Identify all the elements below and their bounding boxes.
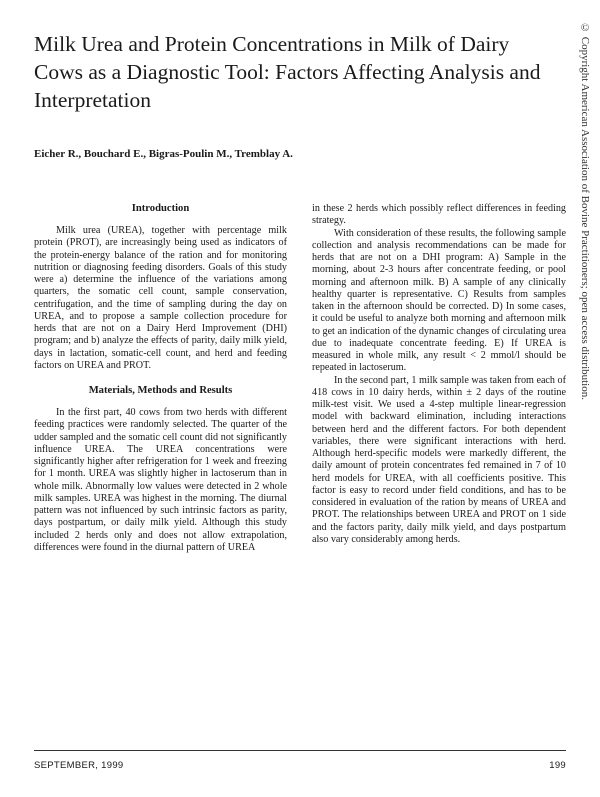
right-column [312,203,566,546]
copyright-notice: © Copyright American Association of Bovine Practitioners; open access distribution. [579,22,591,400]
methods-paragraph-1: In the first part, 40 cows from two herds with different feeding practices were randomly selected. The quarter of the udder sampled and the somatic cell count did not significantly influence UREA. The UREA concentrations were significantly higher after refrigeration for 1 week and freezing for 1 month. UREA was slightly higher in lactoserum than in whole milk. Abnormally low values were detected in 2 whole milk samples. UREA was highest in the morning. The diurnal pattern was not influenced by such intrinsic factors as parity, days postpartum, or daily milk yield. Although this study included 2 herds only and does not allow extrapolation, differences were found in the diurnal pattern of UREA [34,407,287,553]
methods-paragraph-3: In the second part, 1 milk sample was taken from each of 418 cows in 10 dairy herds, within ± 2 days of the routine milk-test visit. We used a 4-step multiple linear-regression model with backward elimination, including interactions between herd and the different factors. For both dependent variables, there were significant interactions with herd. Although herd-specific models were markedly different, the daily amount of protein concentrates fed remained in 7 of 10 herd models for UREA, with all coefficients positive. This factor is easy to record under field conditions, and has to be considered in evaluation of the ration by means of UREA and PROT. The relationships between UREA and PROT on 1 side and the factors parity, daily milk yield, and days postpartum also vary considerably among herds. [312,374,566,545]
footer-date: SEPTEMBER, 1999 [34,760,124,771]
footer-divider [34,750,566,751]
methods-paragraph-2: With consideration of these results, the following sample collection and analysis recommendations can be made for herds that are not on a DHI program: A) Sample in the morning, about 2-3 hours after concentrate feeding, or pool morning and afternoon milk. B) A sample of any clinically healthy quarter is representative. C) Results from samples taken in the afternoon should be corrected. D) In some cases, it could be useful to analyze both morning and afternoon milk to get an indication of the dynamic changes of circulating urea due to inadequate concentrate feeding. E) If UREA is measured in whole milk, any result < 2 mmol/l should be repeated in lactoserum. [312,227,566,374]
methods-paragraph-1-continued: in these 2 herds which possibly reflect differences in feeding strategy. [312,203,566,227]
introduction-heading: Introduction [131,203,190,214]
left-column [34,202,287,554]
author-list: Eicher R., Bouchard E., Bigras-Poulin M., Tremblay A. [34,148,293,160]
paper-title: Milk Urea and Protein Concentrations in Milk of Dairy Cows as a Diagnostic Tool: Factors Affecting Analysis and Interpretation [34,32,541,112]
introduction-paragraph: Milk urea (UREA), together with percentage milk protein (PROT), are increasingly being used as indicators of the protein-energy balance of the ration and for monitoring nutrition or diagnosing feeding disorders. Goals of this study were a) determine the influence of the variations among quarters, the somatic cell count, sample conservation, centrifugation, and the time of sampling during the day on UREA, and to propose a sample collection procedure for herds that are not on a Dairy Herd Improvement (DHI) program; and b) analyze the effects of parity, daily milk yield, days in lactation, somatic-cell count, and herd and feeding factors on UREA and PROT. [34,225,287,371]
page-number: 199 [549,760,566,771]
methods-heading: Materials, Methods and Results [88,385,233,396]
